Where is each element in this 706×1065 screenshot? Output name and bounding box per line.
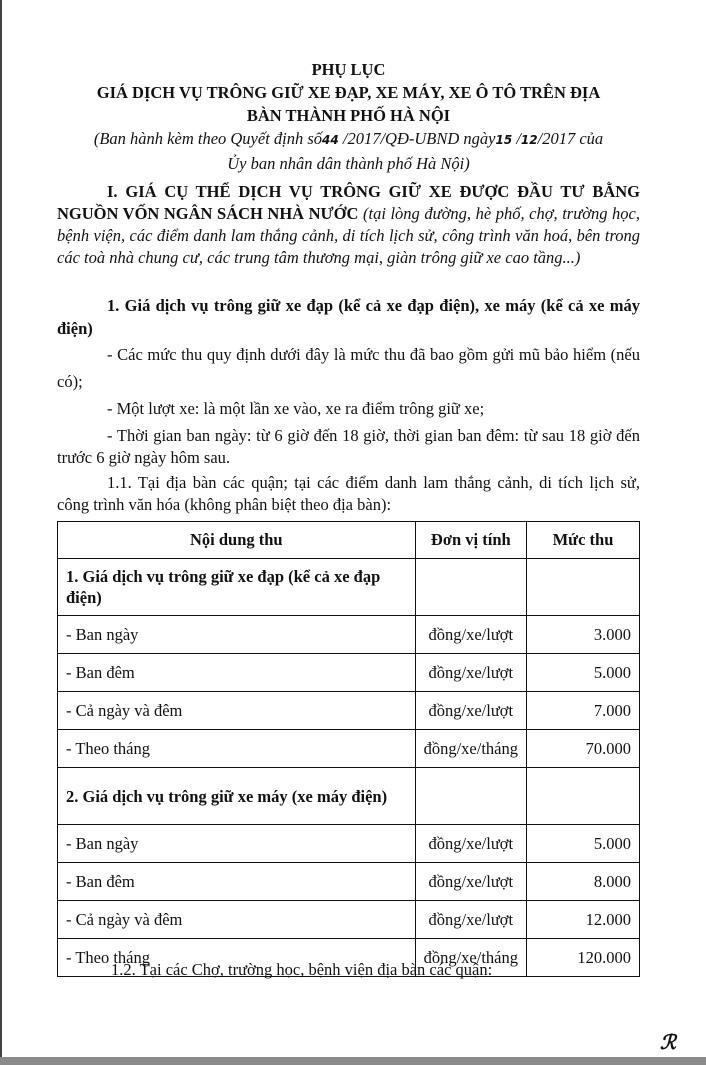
issued-suffix: /2017 của — [537, 129, 604, 148]
cell-value: 120.000 — [527, 939, 640, 977]
item-1-2: 1.2. Tại các Chợ, trường học, bệnh viện địa bàn các quận: — [111, 960, 493, 979]
cell-content: - Ban đêm — [58, 654, 416, 692]
cell-unit: đồng/xe/lượt — [415, 616, 526, 654]
cell-content: - Cả ngày và đêm — [58, 692, 416, 730]
cell-unit: đồng/xe/tháng — [415, 730, 526, 768]
cell-value: 5.000 — [527, 654, 640, 692]
table-row — [58, 825, 640, 863]
table-row — [58, 730, 640, 768]
note-turn: - Một lượt xe: là một lần xe vào, xe ra điểm trông giữ xe; — [107, 399, 485, 418]
appendix-title: PHỤ LỤC — [311, 60, 386, 79]
document-header — [57, 58, 640, 127]
decision-number: 44 — [322, 133, 339, 147]
section-heading — [57, 181, 640, 269]
subsection-heading: 1. Giá dịch vụ trông giữ xe đạp (kể cả xe đạp điện), xe máy (kể cả xe máy điện) — [57, 296, 640, 338]
appendix-subtitle-line1: GIÁ DỊCH VỤ TRÔNG GIỮ XE ĐẠP, XE MÁY, XE Ô TÔ TRÊN ĐỊA — [96, 83, 601, 102]
note-time: - Thời gian ban ngày: từ 6 giờ đến 18 giờ, thời gian ban đêm: từ sau 18 giờ đến trước 6 giờ ngày hôm sau. — [57, 426, 640, 467]
cell-value — [527, 559, 640, 616]
cell-content: - Ban ngày — [58, 616, 416, 654]
table-row — [58, 863, 640, 901]
table-header-row — [58, 522, 640, 559]
cell-content: - Theo tháng — [58, 939, 416, 977]
item-1-1: 1.1. Tại địa bàn các quận; tại các điểm danh lam thắng cảnh, di tích lịch sử, công trình văn hóa (không phân biệt theo địa bàn): — [57, 473, 640, 514]
cell-value: 8.000 — [527, 863, 640, 901]
cell-unit: đồng/xe/lượt — [415, 692, 526, 730]
cell-value: 7.000 — [527, 692, 640, 730]
cell-content: 1. Giá dịch vụ trông giữ xe đạp (kể cả xe đạp điện) — [58, 559, 416, 616]
scan-edge-left — [0, 0, 2, 1057]
issue-month: 12 — [520, 133, 538, 147]
section-heading-bold: I. GIÁ CỤ THỂ DỊCH VỤ TRÔNG GIỮ XE ĐƯỢC ĐẦU TƯ BẰNG NGUỒN VỐN NGÂN SÁCH NHÀ NƯỚC — [57, 182, 640, 223]
cell-unit — [415, 559, 526, 616]
cell-content: - Ban ngày — [58, 825, 416, 863]
cell-unit: đồng/xe/lượt — [415, 901, 526, 939]
table-row — [58, 616, 640, 654]
issuance-note — [57, 127, 640, 175]
cell-unit: đồng/xe/tháng — [415, 939, 526, 977]
issue-day: 15 — [495, 133, 513, 147]
table-row — [58, 692, 640, 730]
header-content: Nội dung thu — [58, 522, 416, 559]
cell-value: 3.000 — [527, 616, 640, 654]
issued-prefix: (Ban hành kèm theo Quyết định số — [93, 129, 323, 148]
cell-content: - Cả ngày và đêm — [58, 901, 416, 939]
cell-content: 2. Giá dịch vụ trông giữ xe máy (xe máy điện) — [58, 768, 416, 825]
price-table — [57, 521, 640, 977]
cell-unit: đồng/xe/lượt — [415, 863, 526, 901]
date-separator: / — [512, 129, 521, 148]
cell-value: 70.000 — [527, 730, 640, 768]
issued-middle: /2017/QĐ-UBND ngày — [338, 129, 496, 148]
table-section-row — [58, 768, 640, 825]
cell-unit: đồng/xe/lượt — [415, 654, 526, 692]
cell-value: 12.000 — [527, 901, 640, 939]
table-row — [58, 901, 640, 939]
table-section-row — [58, 559, 640, 616]
cell-content: - Theo tháng — [58, 730, 416, 768]
cell-value — [527, 768, 640, 825]
table-row — [58, 654, 640, 692]
section-heading-italic: (tại lòng đường, hè phố, chợ, trường học, bệnh viện, các điểm danh lam thắng cảnh, di tích lịch sử, công trình văn hoá, bên trong các toà nhà chung cư, các trung tâm thương mại, giàn trông giữ xe cao tầng...) — [57, 204, 641, 267]
cell-content: - Ban đêm — [58, 863, 416, 901]
note-helmet: - Các mức thu quy định dưới đây là mức thu đã bao gồm gửi mũ bảo hiểm (nếu có); — [57, 345, 640, 391]
scan-edge-bottom — [0, 1057, 706, 1065]
cell-unit — [415, 768, 526, 825]
header-unit: Đơn vị tính — [415, 522, 526, 559]
cell-value: 5.000 — [527, 825, 640, 863]
header-value: Mức thu — [527, 522, 640, 559]
issued-line2: Ủy ban nhân dân thành phố Hà Nội) — [227, 154, 470, 173]
signature-initials: ℛ — [660, 1030, 676, 1054]
appendix-subtitle-line2: BÀN THÀNH PHỐ HÀ NỘI — [246, 106, 451, 125]
cell-unit: đồng/xe/lượt — [415, 825, 526, 863]
